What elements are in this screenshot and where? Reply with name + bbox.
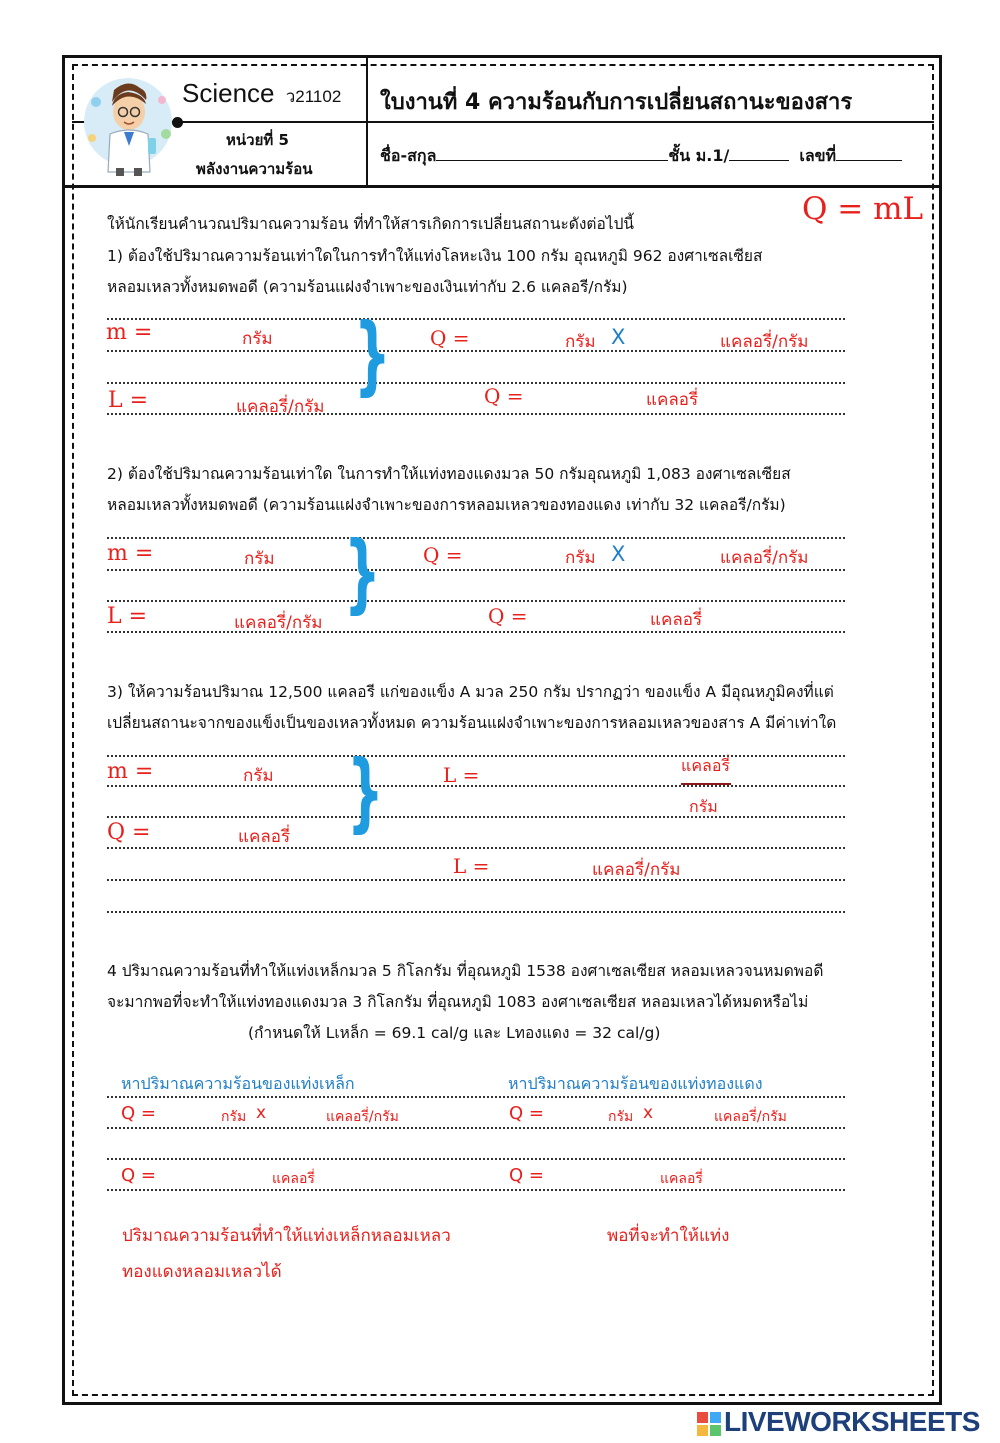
q2-heat-label: Q = <box>423 543 463 567</box>
q3-mass-label: m = <box>107 759 154 784</box>
conclusion-part-3: ทองแดงหลอมเหลวได้ <box>122 1262 282 1282</box>
q1-mass-unit: กรัม <box>242 329 273 349</box>
copper-unit-calg: แคลอรี่/กรัม <box>714 1109 787 1125</box>
answer-line[interactable] <box>107 1158 845 1160</box>
conclusion-part-1: ปริมาณความร้อนที่ทำให้แท่งเหล็กหลอมเหลว <box>122 1226 451 1246</box>
header-divider-bottom <box>64 185 940 188</box>
iron-result-unit: แคลอรี่ <box>272 1171 315 1187</box>
question-2-line-1: 2) ต้องใช้ปริมาณความร้อนเท่าใด ในการทำให้แท่งทองแดงมวล 50 กรัมอุณหภูมิ 1,083 องศาเซลเซียส <box>107 465 791 483</box>
q2-times-icon: X <box>611 542 626 566</box>
iron-unit-g: กรัม <box>221 1109 247 1125</box>
answer-line[interactable] <box>107 816 845 818</box>
name-field[interactable] <box>436 160 668 161</box>
iron-heading: หาปริมาณความร้อนของแท่งเหล็ก <box>121 1074 355 1093</box>
q2-result-unit: แคลอรี่ <box>650 610 703 630</box>
liveworksheets-brand: LIVEWORKSHEETS <box>724 1406 980 1437</box>
q3-latent-result-unit: แคลอรี่/กรัม <box>592 860 681 880</box>
unit-name: พลังงานความร้อน <box>196 160 313 178</box>
class-field[interactable] <box>729 160 789 161</box>
question-1-line-2: หลอมเหลวทั้งหมดพอดี (ความร้อนแฝงจำเพาะของเงินเท่ากับ 2.6 แคลอรี/กรัม) <box>107 278 628 296</box>
number-field[interactable] <box>836 160 902 161</box>
answer-line[interactable] <box>107 755 845 757</box>
q1-mass-label: m = <box>106 320 153 345</box>
class-label: ชั้น ม.1/ <box>668 146 730 165</box>
q2-brace-icon: } <box>344 523 381 623</box>
subject-name: Science <box>182 78 275 108</box>
q1-latent-label: L = <box>108 388 149 413</box>
q3-heat-unit: แคลอรี่ <box>238 827 291 847</box>
answer-line[interactable] <box>107 847 845 849</box>
copper-result-label: Q = <box>509 1165 544 1186</box>
answer-line[interactable] <box>107 318 845 320</box>
answer-line[interactable] <box>107 600 845 602</box>
q1-heat-unit-calg: แคลอรี่/กรัม <box>720 332 809 352</box>
answer-line[interactable] <box>107 879 845 881</box>
q3-mass-unit: กรัม <box>243 766 274 786</box>
q2-mass-unit: กรัม <box>244 549 275 569</box>
copper-heading: หาปริมาณความร้อนของแท่งทองแดง <box>508 1074 763 1093</box>
answer-line[interactable] <box>107 1189 845 1191</box>
q2-heat-unit-calg: แคลอรี่/กรัม <box>720 548 809 568</box>
q3-fraction-numerator: แคลอรี่ <box>681 756 731 775</box>
copper-heat-label: Q = <box>509 1103 544 1124</box>
question-4-line-2: จะมากพอที่จะทำให้แท่งทองแดงมวล 3 กิโลกรัม ที่อุณหภูมิ 1083 องศาเซลเซียส หลอมเหลวได้หมดหรือไม่ <box>107 993 809 1011</box>
header-divider-mid <box>72 121 934 123</box>
copper-times-icon: x <box>643 1103 654 1123</box>
q1-result-unit: แคลอรี่ <box>646 390 699 410</box>
copper-unit-g: กรัม <box>608 1109 634 1125</box>
number-label: เลขที่ <box>799 146 837 165</box>
liveworksheets-logo-icon <box>697 1412 721 1436</box>
q1-latent-unit: แคลอรี่/กรัม <box>236 397 325 417</box>
answer-line[interactable] <box>107 911 845 913</box>
q3-latent-result-label: L = <box>453 854 490 878</box>
copper-result-unit: แคลอรี่ <box>660 1171 703 1187</box>
worksheet-title: ใบงานที่ 4 ความร้อนกับการเปลี่ยนสถานะของสาร <box>380 90 853 115</box>
q2-latent-label: L = <box>107 604 148 629</box>
subject-label <box>182 78 341 110</box>
iron-heat-label: Q = <box>121 1103 156 1124</box>
formula: Q = mL <box>802 191 924 227</box>
q3-fraction-bar <box>681 783 731 785</box>
iron-unit-calg: แคลอรี่/กรัม <box>326 1109 399 1125</box>
q3-latent-label: L = <box>443 763 480 787</box>
conclusion-part-2: พอที่จะทำให้แท่ง <box>607 1226 730 1246</box>
question-1-line-1: 1) ต้องใช้ปริมาณความร้อนเท่าใดในการทำให้แท่งโลหะเงิน 100 กรัม อุณหภูมิ 962 องศาเซลเซียส <box>107 247 763 265</box>
q2-heat-unit-g: กรัม <box>565 548 596 568</box>
q1-heat-unit-g: กรัม <box>565 332 596 352</box>
question-4-line-1: 4 ปริมาณความร้อนที่ทำให้แท่งเหล็กมวล 5 กิโลกรัม ที่อุณหภูมิ 1538 องศาเซลเซียส หลอมเหลวจนหมดพอดี <box>107 962 824 980</box>
q2-mass-label: m = <box>107 541 154 566</box>
question-4-given: (กำหนดให้ Lเหล็ก = 69.1 cal/g และ Lทองแดง = 32 cal/g) <box>248 1024 661 1042</box>
q1-times-icon: X <box>611 325 626 349</box>
q2-latent-unit: แคลอรี่/กรัม <box>234 613 323 633</box>
question-2-line-2: หลอมเหลวทั้งหมดพอดี (ความร้อนแฝงจำเพาะของการหลอมเหลวของทองแดง เท่ากับ 32 แคลอรี/กรัม) <box>107 496 786 514</box>
student-info-row <box>380 144 902 169</box>
answer-line[interactable] <box>107 382 845 384</box>
answer-line[interactable] <box>107 537 845 539</box>
q3-fraction-denominator: กรัม <box>689 797 718 816</box>
answer-line[interactable] <box>107 413 845 415</box>
q3-heat-label: Q = <box>107 820 151 845</box>
name-label: ชื่อ-สกุล <box>380 146 437 165</box>
conclusion-answer-blank[interactable] <box>500 1222 596 1244</box>
unit-number: หน่วยที่ 5 <box>226 131 289 149</box>
question-3-line-1: 3) ให้ความร้อนปริมาณ 12,500 แคลอรี แก่ของแข็ง A มวล 250 กรัม ปรากฏว่า ของแข็ง A มีอุณหภูมิคงที่แต่ <box>107 683 834 701</box>
answer-line[interactable] <box>107 631 845 633</box>
header-divider-vertical <box>366 57 368 186</box>
q2-result-label: Q = <box>488 604 528 628</box>
question-3-line-2: เปลี่ยนสถานะจากของแข็งเป็นของเหลวทั้งหมด ความร้อนแฝงจำเพาะของการหลอมเหลวของสาร A มีค่าเท่าใด <box>107 714 837 732</box>
q1-brace-icon: } <box>354 305 391 405</box>
header-bullet <box>172 117 183 128</box>
instruction-text: ให้นักเรียนคำนวณปริมาณความร้อน ที่ทำให้สารเกิดการเปลี่ยนสถานะดังต่อไปนี้ <box>107 215 635 233</box>
iron-result-label: Q = <box>121 1165 156 1186</box>
q1-result-label: Q = <box>484 384 524 408</box>
q1-heat-label: Q = <box>430 326 470 350</box>
q3-brace-icon: } <box>347 742 384 842</box>
subject-code: ว21102 <box>285 87 342 106</box>
iron-times-icon: x <box>256 1103 267 1123</box>
scientist-mascot-icon <box>82 72 174 176</box>
